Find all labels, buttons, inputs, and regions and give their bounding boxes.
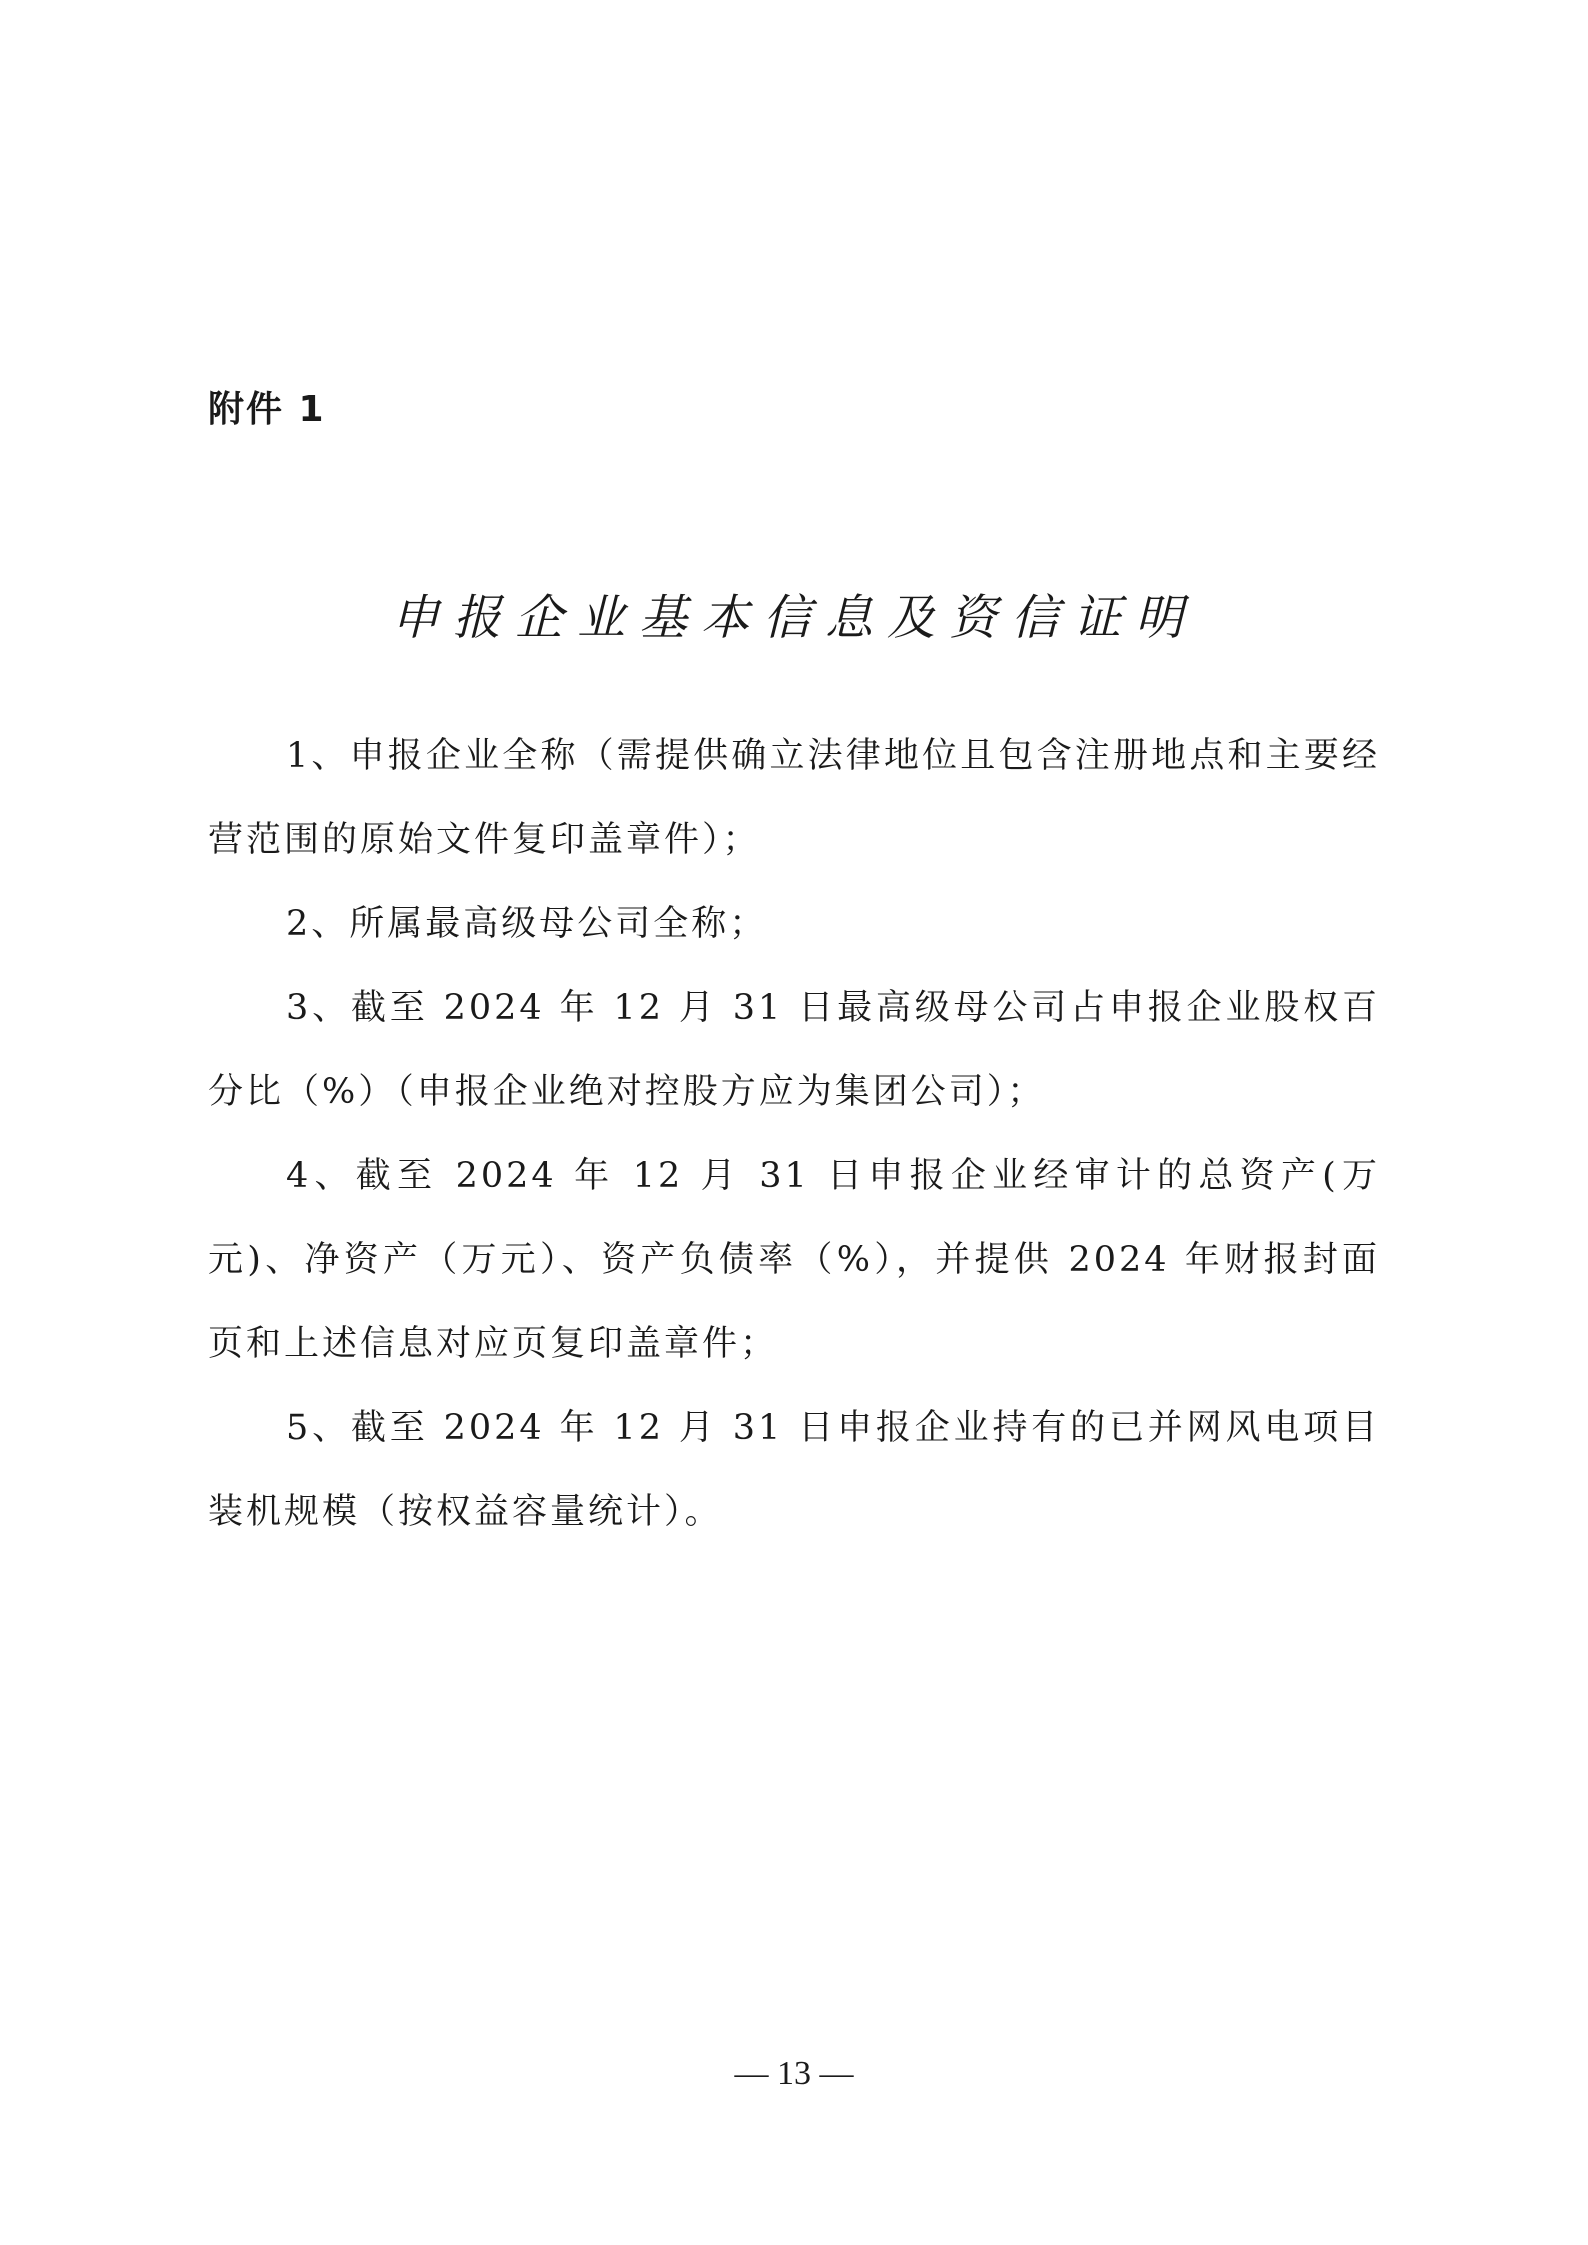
item-1-paragraph: 1、申报企业全称（需提供确立法律地位且包含注册地点和主要经营范围的原始文件复印盖章件）； (208, 736, 1380, 860)
item-4-paragraph: 4、截至 2024 年 12 月 31 日申报企业经审计的总资产(万元)、净资产（万元）、资产负债率（%），并提供 2024 年财报封面页和上述信息对应页复印盖章件； (208, 1156, 1380, 1364)
item-3-paragraph: 3、截至 2024 年 12 月 31 日最高级母公司占申报企业股权百分比（%）（申报企业绝对控股方应为集团公司）； (208, 988, 1380, 1112)
document-title: 申报企业基本信息及资信证明 (390, 590, 1197, 646)
item-2-paragraph: 2、所属最高级母公司全称； (286, 904, 768, 944)
attachment-label: 附件 1 (208, 389, 326, 430)
document-body (208, 714, 1380, 1554)
page-number: — 13 — (734, 2055, 854, 2092)
item-5-paragraph: 5、截至 2024 年 12 月 31 日申报企业持有的已并网风电项目装机规模（按权益容量统计）。 (208, 1408, 1380, 1532)
